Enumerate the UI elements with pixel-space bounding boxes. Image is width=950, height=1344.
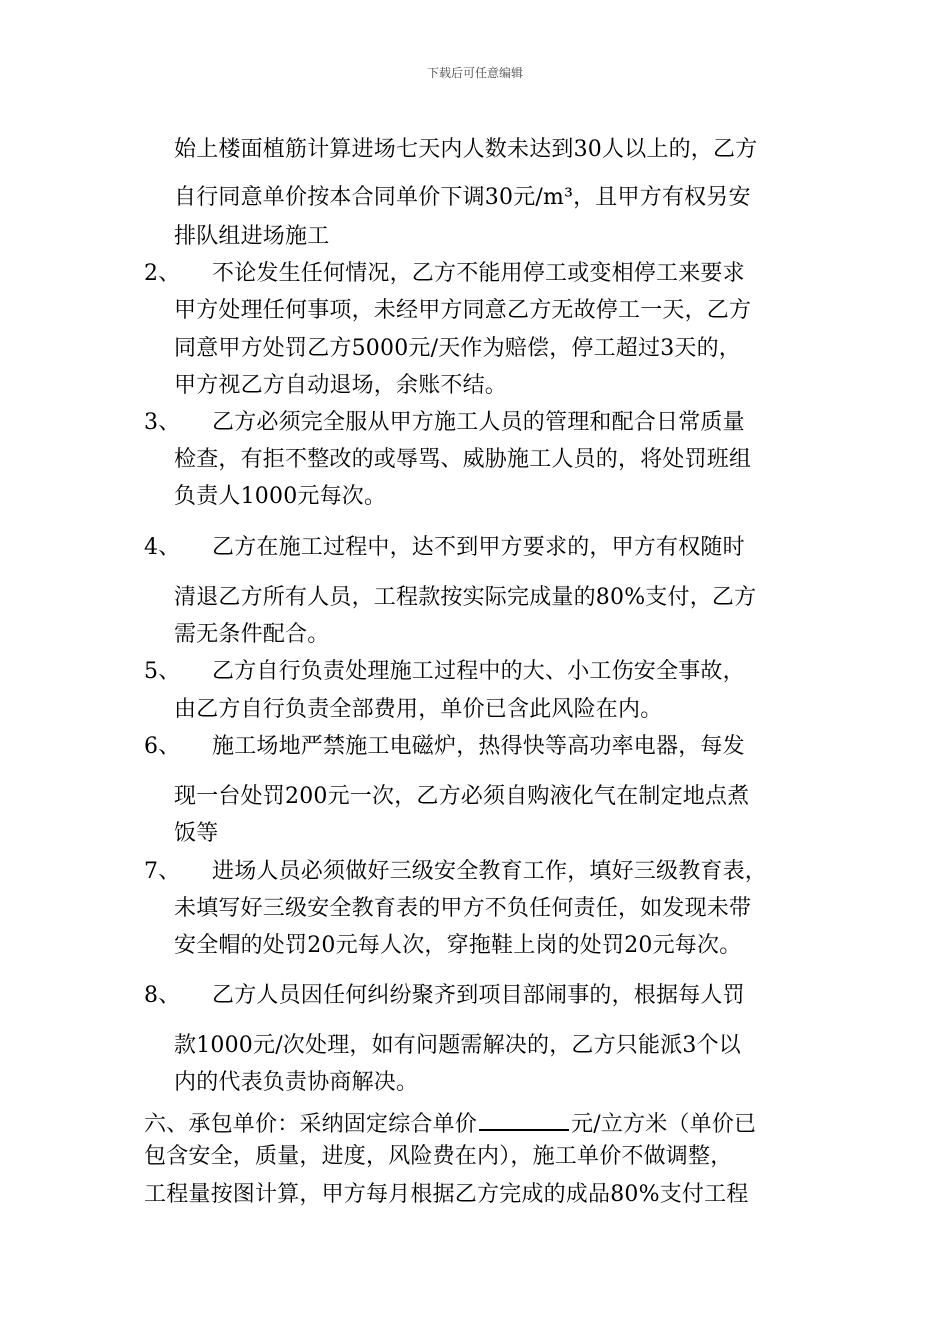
item-1-line-3: 排队组进场施工 [174, 224, 330, 249]
item-7-line-2: 未填写好三级安全教育表的甲方不负任何责任，如发现未带 [174, 896, 752, 921]
item-2-line-3: 同意甲方处罚乙方5000元/天作为赔偿，停工超过3天的， [174, 336, 741, 361]
item-8-line-3: 内的代表负责协商解决。 [174, 1070, 419, 1095]
unit-price-blank [479, 1105, 569, 1131]
item-2-line-2: 甲方处理任何事项，未经甲方同意乙方无故停工一天，乙方 [174, 298, 752, 323]
item-2-number: 2、 [144, 261, 181, 286]
item-2-line-1: 不论发生任何情况，乙方不能用停工或变相停工来要求 [212, 261, 745, 286]
item-7-line-1: 进场人员必须做好三级安全教育工作，填好三级教育表， [212, 859, 768, 884]
item-6-line-3: 饭等 [174, 821, 219, 846]
item-6-line-1: 施工场地严禁施工电磁炉，热得快等高功率电器，每发 [212, 734, 745, 759]
section-6-line-3: 工程量按图计算，甲方每月根据乙方完成的成品80%支付工程 [144, 1182, 749, 1207]
item-2-line-4: 甲方视乙方自动退场，余账不结。 [174, 373, 508, 398]
item-7-number: 7、 [144, 859, 181, 884]
item-5-line-2: 由乙方自行负责全部费用，单价已含此风险在内。 [174, 697, 663, 722]
item-8-line-2: 款1000元/次处理，如有问题需解决的，乙方只能派3个以 [174, 1033, 741, 1058]
item-8-line-1: 乙方人员因任何纠纷聚齐到项目部闹事的，根据每人罚 [212, 983, 745, 1008]
item-4-line-2: 清退乙方所有人员，工程款按实际完成量的80%支付，乙方 [174, 585, 757, 610]
item-4-line-3: 需无条件配合。 [174, 622, 330, 647]
item-6-number: 6、 [144, 734, 181, 759]
section-6-suffix: 元/立方米（单价已 [571, 1112, 757, 1137]
section-6-line-2: 包含安全，质量，进度，风险费在内），施工单价不做调整， [144, 1144, 733, 1169]
item-3-line-2: 检查，有拒不整改的或辱骂、威胁施工人员的，将处罚班组 [174, 447, 752, 472]
item-5-line-1: 乙方自行负责处理施工过程中的大、小工伤安全事故， [212, 659, 745, 684]
item-3-line-1: 乙方必须完全服从甲方施工人员的管理和配合日常质量 [212, 410, 745, 435]
page-header: 下载后可任意编辑 [426, 66, 523, 80]
item-4-number: 4、 [144, 535, 181, 560]
section-6-prefix: 六、承包单价：采纳固定综合单价 [144, 1112, 478, 1137]
item-5-number: 5、 [144, 659, 181, 684]
item-3-line-3: 负责人1000元每次。 [174, 484, 387, 509]
item-6-line-2: 现一台处罚200元一次，乙方必须自购液化气在制定地点煮 [174, 784, 750, 809]
item-1-line-1: 始上楼面植筋计算进场七天内人数未达到30人以上的，乙方 [174, 137, 758, 162]
item-4-line-1: 乙方在施工过程中，达不到甲方要求的，甲方有权随时 [212, 535, 745, 560]
item-3-number: 3、 [144, 410, 181, 435]
item-1-line-2: 自行同意单价按本合同单价下调30元/m³，且甲方有权另安 [174, 185, 751, 210]
item-7-line-3: 安全帽的处罚20元每人次，穿拖鞋上岗的处罚20元每次。 [174, 933, 742, 958]
section-6-line-1 [144, 1105, 756, 1140]
item-8-number: 8、 [144, 983, 181, 1008]
